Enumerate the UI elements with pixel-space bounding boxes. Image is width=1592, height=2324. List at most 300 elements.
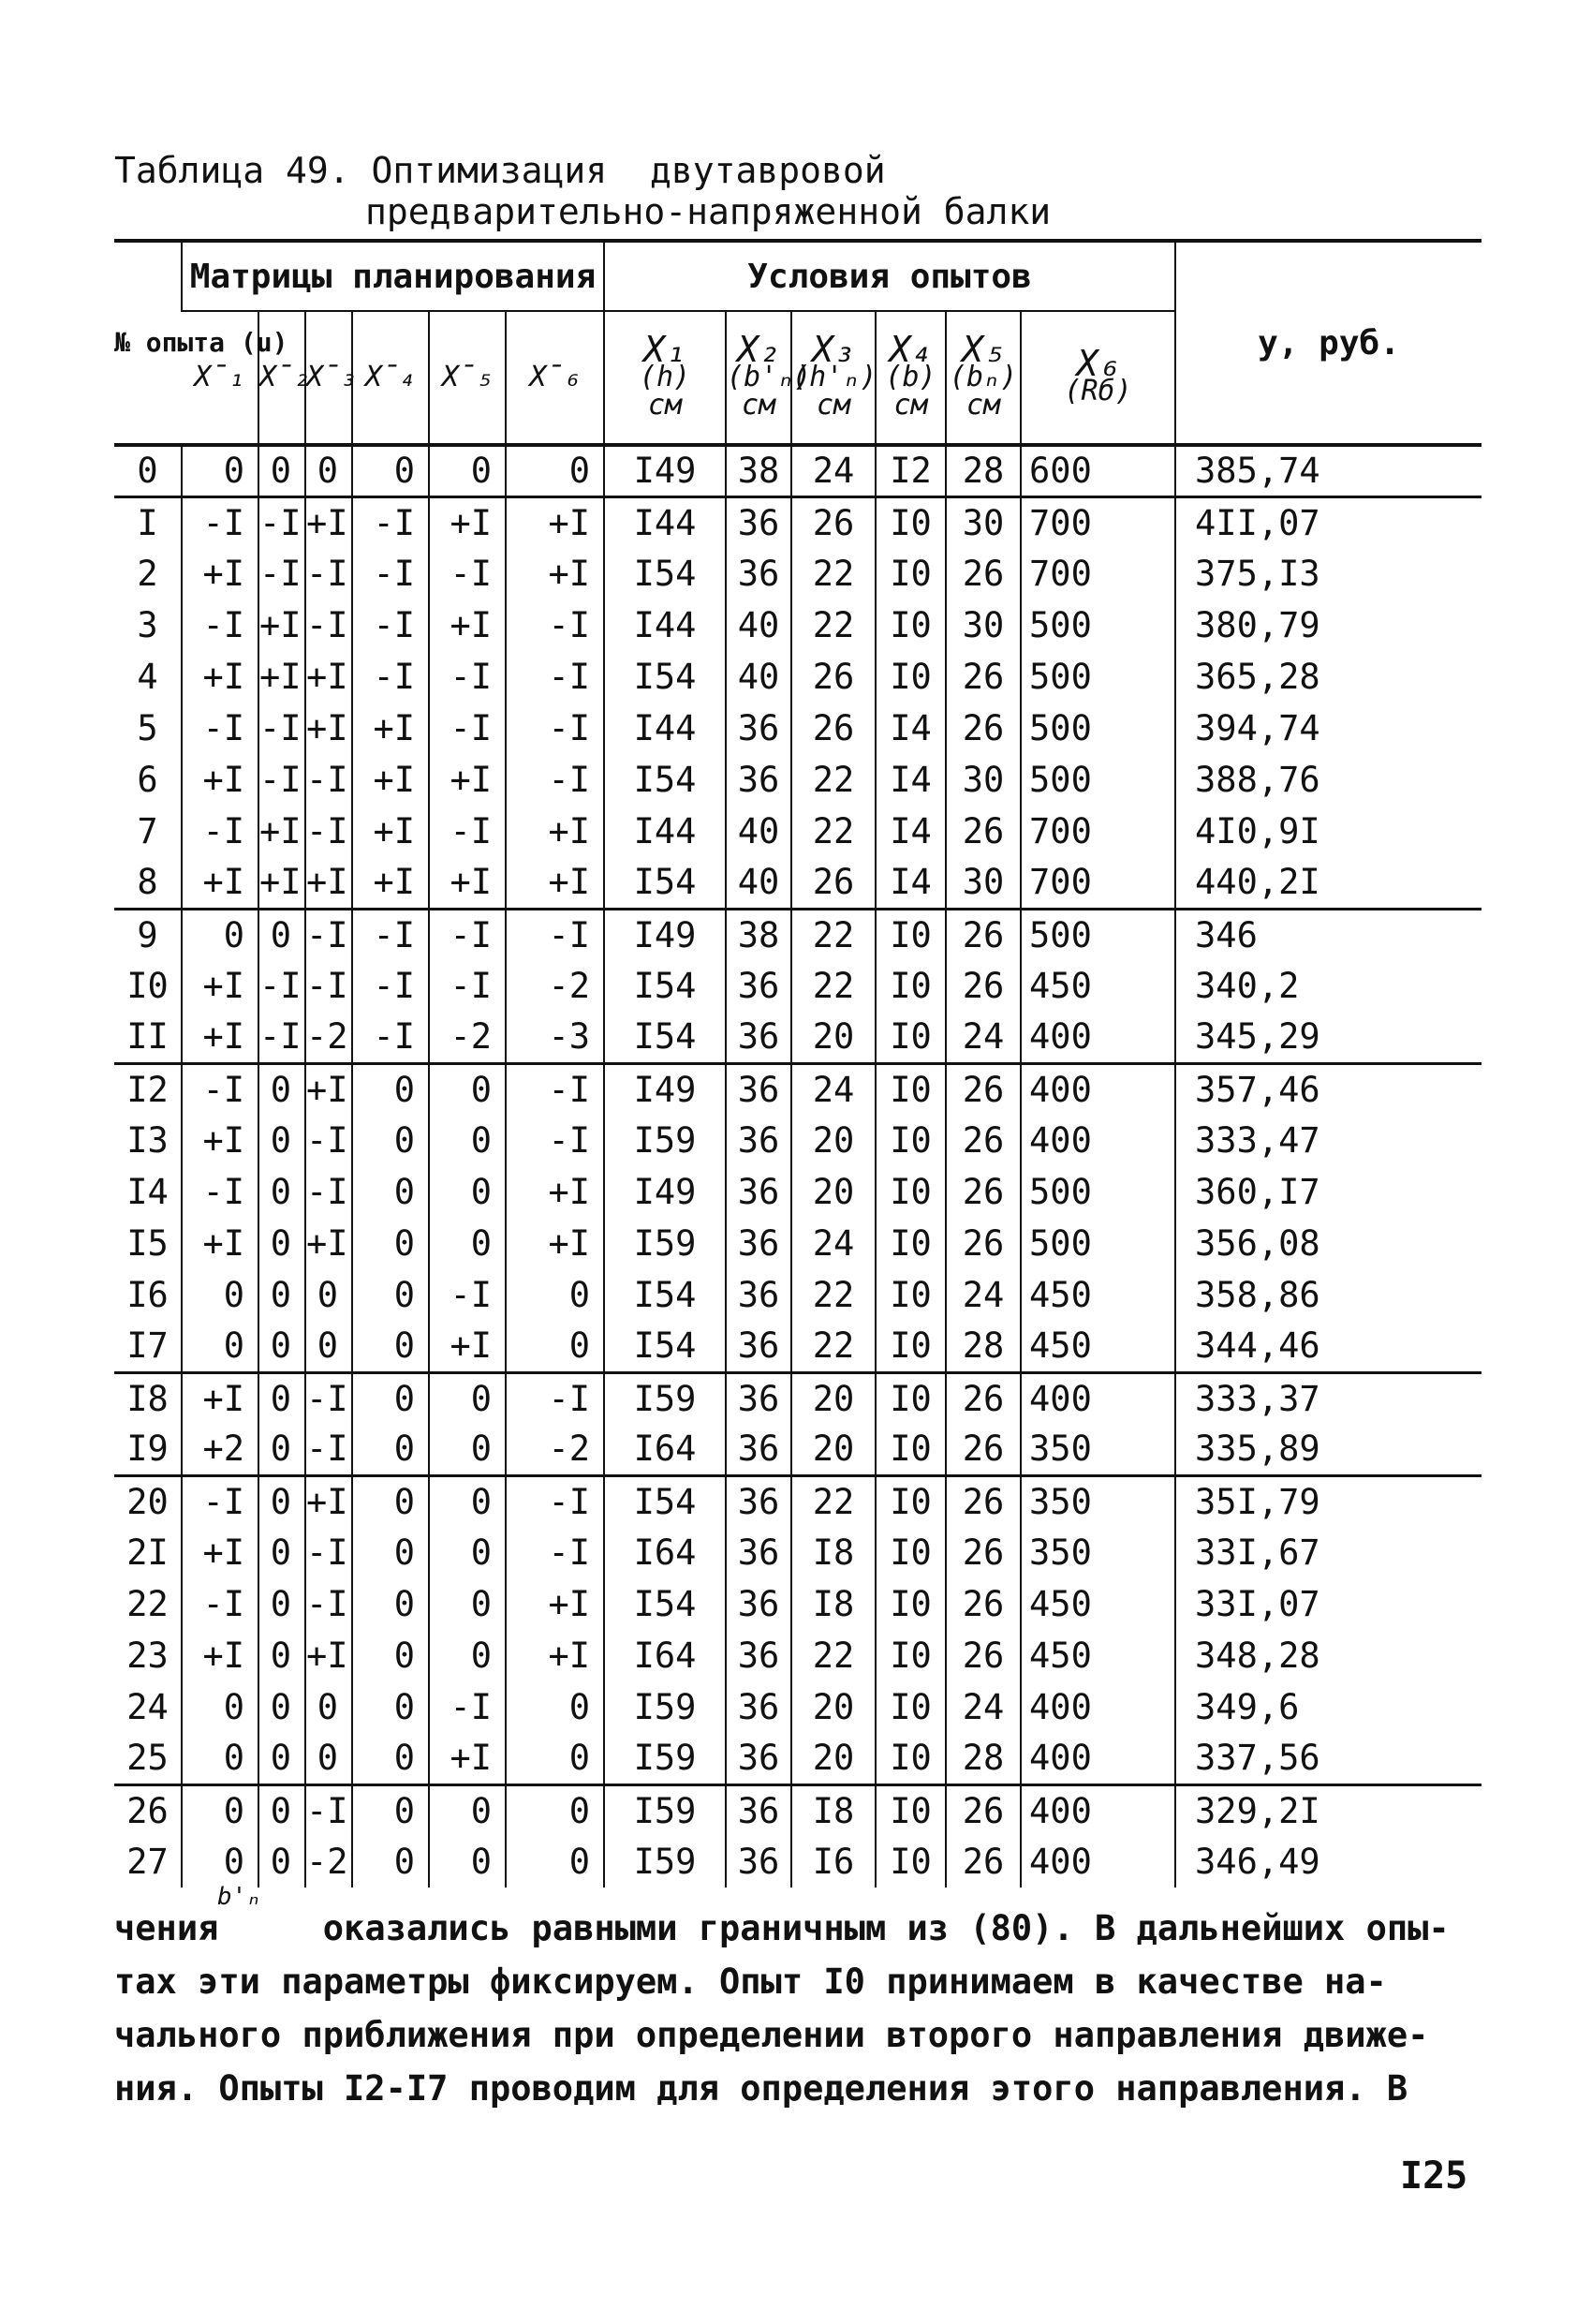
matrix-cell: 0	[506, 1321, 604, 1372]
condition-cell: 500	[1021, 1166, 1175, 1218]
condition-cell: I0	[876, 1321, 946, 1372]
matrix-cell: 0	[506, 1269, 604, 1321]
matrix-cell: -I	[506, 754, 604, 806]
condition-cell: 26	[946, 960, 1021, 1012]
condition-cell: 500	[1021, 754, 1175, 806]
condition-cell: I54	[604, 857, 726, 909]
condition-col-6: X₆ (Rб)	[1021, 311, 1175, 445]
condition-cell: 400	[1021, 1784, 1175, 1836]
matrix-group-header: Матрицы планирования	[182, 241, 604, 311]
condition-cell: I0	[876, 1733, 946, 1784]
table-row	[114, 496, 1481, 548]
run-number-cell: 0	[114, 445, 182, 496]
condition-cell: I59	[604, 1372, 726, 1424]
matrix-cell: -I	[305, 806, 352, 857]
matrix-cell: -I	[429, 1269, 506, 1321]
matrix-cell: 0	[352, 1424, 429, 1475]
condition-cell: I4	[876, 806, 946, 857]
matrix-cell: 0	[352, 1475, 429, 1527]
matrix-cell: -I	[429, 703, 506, 754]
condition-cell: I8	[791, 1527, 876, 1578]
matrix-cell: -I	[305, 548, 352, 600]
condition-cell: I0	[876, 1115, 946, 1166]
condition-cell: 36	[726, 754, 791, 806]
matrix-cell: 0	[258, 1733, 305, 1784]
matrix-cell: -I	[305, 1372, 352, 1424]
table-row	[114, 445, 1481, 496]
run-number-cell: I	[137, 502, 158, 543]
matrix-cell: -I	[182, 600, 258, 651]
condition-cell: 450	[1021, 1321, 1175, 1372]
matrix-cell: -I	[506, 1372, 604, 1424]
condition-cell: 38	[726, 445, 791, 496]
condition-cell: 22	[791, 1475, 876, 1527]
matrix-cell: 0	[258, 1321, 305, 1372]
matrix-cell: -I	[258, 548, 305, 600]
condition-cell: I64	[604, 1630, 726, 1681]
y-value-cell: 380,79	[1175, 600, 1481, 651]
condition-cell: 26	[791, 651, 876, 703]
y-value-cell: 346,49	[1175, 1836, 1481, 1887]
symbol-b-prime-n: b'ₙ	[217, 1883, 261, 1911]
y-value-cell: 329,2I	[1175, 1784, 1481, 1836]
matrix-cell: 0	[258, 1063, 305, 1115]
condition-cell: 36	[726, 1063, 791, 1115]
matrix-col-3: X̄₃	[305, 311, 352, 445]
condition-cell: I0	[876, 1836, 946, 1887]
condition-cell: 36	[726, 1681, 791, 1733]
matrix-cell: +I	[429, 1321, 506, 1372]
matrix-cell: -I	[182, 1063, 258, 1115]
condition-cell: 24	[946, 1269, 1021, 1321]
condition-cell: I54	[604, 1012, 726, 1063]
condition-cell: 24	[946, 1681, 1021, 1733]
matrix-cell: 0	[258, 1836, 305, 1887]
run-number-cell: 6	[137, 760, 158, 800]
run-number-cell: 23	[126, 1636, 169, 1676]
table-row	[114, 857, 1481, 909]
matrix-cell: -I	[182, 703, 258, 754]
condition-cell: 30	[946, 600, 1021, 651]
condition-cell: I44	[604, 600, 726, 651]
matrix-cell: 0	[305, 1269, 352, 1321]
condition-cell: 26	[946, 909, 1021, 960]
matrix-cell: 0	[258, 909, 305, 960]
condition-cell: I49	[604, 1166, 726, 1218]
condition-cell: 26	[946, 1166, 1021, 1218]
matrix-cell: 0	[429, 1784, 506, 1836]
condition-cell: 40	[726, 600, 791, 651]
condition-cell: I59	[604, 1733, 726, 1784]
y-value-cell: 340,2	[1175, 960, 1481, 1012]
matrix-cell: 0	[182, 445, 258, 496]
condition-cell: 36	[726, 1733, 791, 1784]
matrix-cell: 0	[352, 1630, 429, 1681]
condition-cell: I0	[876, 1218, 946, 1269]
table-row	[114, 1269, 1481, 1321]
matrix-col-1: X̄₁	[182, 311, 258, 445]
run-number-cell: I4	[126, 1172, 169, 1212]
condition-cell: 36	[726, 496, 791, 548]
matrix-cell: -I	[182, 1166, 258, 1218]
matrix-cell: -I	[258, 754, 305, 806]
condition-cell: 36	[726, 1578, 791, 1630]
condition-cell: 500	[1021, 651, 1175, 703]
matrix-cell: 0	[352, 1321, 429, 1372]
condition-cell: I0	[876, 1372, 946, 1424]
y-value-cell: 365,28	[1175, 651, 1481, 703]
matrix-cell: 0	[305, 445, 352, 496]
condition-cell: 500	[1021, 909, 1175, 960]
matrix-cell: -I	[506, 909, 604, 960]
run-number-cell: 4	[137, 657, 158, 697]
title-line-2: предварительно-напряженной балки	[365, 191, 1052, 232]
condition-cell: 28	[946, 445, 1021, 496]
matrix-cell: +I	[258, 806, 305, 857]
condition-col-2: X₂ (b'ₙ) см	[726, 311, 791, 445]
condition-cell: 36	[726, 960, 791, 1012]
condition-cell: 22	[791, 806, 876, 857]
condition-cell: 36	[726, 1424, 791, 1475]
matrix-cell: +I	[506, 1578, 604, 1630]
matrix-cell: 0	[182, 1784, 258, 1836]
paragraph-line-2: тах эти параметры фиксируем. Опыт I0 принимаем в качестве на-	[114, 1961, 1387, 2002]
condition-cell: I0	[876, 1784, 946, 1836]
run-number-cell: I3	[126, 1120, 169, 1161]
matrix-cell: +I	[305, 1218, 352, 1269]
matrix-cell: 0	[182, 1836, 258, 1887]
run-number-cell: 5	[137, 708, 158, 748]
matrix-cell: -I	[352, 548, 429, 600]
condition-cell: 450	[1021, 1630, 1175, 1681]
y-value-cell: 4II,07	[1175, 496, 1481, 548]
conditions-group-header: Условия опытов	[604, 241, 1175, 311]
condition-cell: 22	[791, 909, 876, 960]
body-paragraph	[114, 1902, 1481, 2115]
matrix-cell: -I	[305, 1578, 352, 1630]
condition-cell: 400	[1021, 1063, 1175, 1115]
matrix-cell: -I	[429, 651, 506, 703]
condition-cell: 400	[1021, 1012, 1175, 1063]
condition-cell: 22	[791, 600, 876, 651]
matrix-cell: 0	[352, 1269, 429, 1321]
condition-cell: I0	[876, 548, 946, 600]
condition-cell: 20	[791, 1424, 876, 1475]
condition-cell: 28	[946, 1321, 1021, 1372]
run-number-cell: 2I	[126, 1532, 169, 1573]
condition-cell: 40	[726, 651, 791, 703]
table-row	[114, 600, 1481, 651]
matrix-cell: +I	[182, 1372, 258, 1424]
run-number-cell: I8	[126, 1378, 169, 1419]
condition-cell: I0	[876, 1063, 946, 1115]
matrix-cell: 0	[352, 1733, 429, 1784]
condition-cell: 500	[1021, 600, 1175, 651]
condition-cell: 24	[946, 1012, 1021, 1063]
matrix-cell: 0	[258, 1115, 305, 1166]
matrix-cell: +I	[182, 651, 258, 703]
matrix-cell: -I	[506, 600, 604, 651]
condition-cell: I0	[876, 1475, 946, 1527]
condition-cell: 22	[791, 548, 876, 600]
matrix-cell: -I	[429, 960, 506, 1012]
matrix-cell: +I	[182, 960, 258, 1012]
matrix-cell: -I	[352, 496, 429, 548]
matrix-cell: 0	[506, 445, 604, 496]
run-number-cell: 9	[137, 914, 158, 955]
matrix-cell: -I	[305, 909, 352, 960]
matrix-cell: -I	[258, 960, 305, 1012]
matrix-cell: 0	[258, 445, 305, 496]
condition-cell: 26	[946, 703, 1021, 754]
matrix-cell: -I	[258, 1012, 305, 1063]
matrix-col-6: X̄₆	[506, 311, 604, 445]
condition-cell: 26	[946, 1218, 1021, 1269]
run-number-cell: I0	[126, 966, 169, 1006]
condition-cell: 36	[726, 1115, 791, 1166]
matrix-cell: -I	[305, 960, 352, 1012]
condition-col-5: X₅ (bₙ) см	[946, 311, 1021, 445]
condition-col-3: X₃ (h'ₙ) см	[791, 311, 876, 445]
condition-cell: I0	[876, 1424, 946, 1475]
matrix-cell: +2	[182, 1424, 258, 1475]
matrix-cell: 0	[506, 1681, 604, 1733]
matrix-cell: +I	[429, 496, 506, 548]
matrix-cell: 0	[182, 1733, 258, 1784]
matrix-cell: -2	[506, 1424, 604, 1475]
matrix-cell: -2	[506, 960, 604, 1012]
condition-cell: 26	[946, 806, 1021, 857]
matrix-cell: 0	[352, 1115, 429, 1166]
condition-cell: I2	[876, 445, 946, 496]
matrix-cell: +I	[305, 703, 352, 754]
matrix-cell: +I	[506, 1166, 604, 1218]
condition-cell: I44	[604, 496, 726, 548]
condition-cell: 350	[1021, 1527, 1175, 1578]
y-value-cell: 344,46	[1175, 1321, 1481, 1372]
table-row	[114, 548, 1481, 600]
condition-cell: 36	[726, 1269, 791, 1321]
y-value-cell: 4I0,9I	[1175, 806, 1481, 857]
optimization-table	[114, 239, 1481, 1887]
condition-cell: I0	[876, 1630, 946, 1681]
matrix-cell: +I	[305, 1630, 352, 1681]
condition-cell: 400	[1021, 1836, 1175, 1887]
condition-cell: 36	[726, 1166, 791, 1218]
table-row	[114, 1527, 1481, 1578]
y-value-cell: 349,6	[1175, 1681, 1481, 1733]
matrix-cell: -I	[305, 600, 352, 651]
matrix-cell: -I	[352, 651, 429, 703]
condition-cell: I59	[604, 1836, 726, 1887]
table-row	[114, 960, 1481, 1012]
y-value-cell: 348,28	[1175, 1630, 1481, 1681]
matrix-cell: 0	[352, 445, 429, 496]
condition-cell: 20	[791, 1372, 876, 1424]
condition-cell: 400	[1021, 1115, 1175, 1166]
condition-cell: I8	[791, 1578, 876, 1630]
condition-cell: I4	[876, 754, 946, 806]
matrix-cell: 0	[352, 1836, 429, 1887]
matrix-cell: 0	[305, 1321, 352, 1372]
table-row	[114, 703, 1481, 754]
matrix-cell: 0	[352, 1784, 429, 1836]
matrix-cell: 0	[352, 1578, 429, 1630]
y-value-cell: 394,74	[1175, 703, 1481, 754]
matrix-cell: -I	[506, 1527, 604, 1578]
matrix-col-2: X̄₂	[258, 311, 305, 445]
y-value-cell: 35I,79	[1175, 1475, 1481, 1527]
paragraph-line-1: чения оказались равными граничным из (80). В дальнейших опы-	[114, 1908, 1450, 1948]
y-value-cell: 356,08	[1175, 1218, 1481, 1269]
y-value-cell: 346	[1175, 909, 1481, 960]
table-row	[114, 1424, 1481, 1475]
y-value-cell: 388,76	[1175, 754, 1481, 806]
matrix-cell: -I	[429, 806, 506, 857]
condition-cell: I54	[604, 1475, 726, 1527]
condition-cell: I64	[604, 1527, 726, 1578]
matrix-cell: 0	[429, 1630, 506, 1681]
condition-cell: 24	[791, 1063, 876, 1115]
matrix-cell: 0	[258, 1784, 305, 1836]
table-row	[114, 1578, 1481, 1630]
matrix-cell: 0	[429, 1578, 506, 1630]
condition-cell: 36	[726, 1630, 791, 1681]
matrix-cell: 0	[352, 1372, 429, 1424]
table-row	[114, 1784, 1481, 1836]
matrix-cell: -I	[506, 1475, 604, 1527]
table-row	[114, 754, 1481, 806]
matrix-cell: -I	[182, 1578, 258, 1630]
condition-cell: 26	[791, 496, 876, 548]
matrix-cell: 0	[506, 1836, 604, 1887]
matrix-cell: +I	[506, 857, 604, 909]
matrix-cell: -I	[352, 600, 429, 651]
run-number-cell: 7	[137, 811, 158, 851]
condition-cell: I0	[876, 960, 946, 1012]
condition-cell: 700	[1021, 857, 1175, 909]
y-value-cell: 358,86	[1175, 1269, 1481, 1321]
matrix-cell: 0	[352, 1681, 429, 1733]
condition-cell: 26	[946, 1527, 1021, 1578]
condition-cell: 40	[726, 857, 791, 909]
condition-cell: 26	[946, 1784, 1021, 1836]
matrix-cell: 0	[429, 1527, 506, 1578]
matrix-cell: 0	[352, 1166, 429, 1218]
matrix-cell: -I	[182, 1475, 258, 1527]
run-number-cell: 26	[126, 1790, 169, 1831]
matrix-col-4: X̄₄	[352, 311, 429, 445]
condition-cell: 700	[1021, 806, 1175, 857]
matrix-cell: 0	[258, 1424, 305, 1475]
matrix-cell: +I	[506, 806, 604, 857]
run-number-header: № опыта (u)	[114, 241, 182, 445]
condition-cell: 26	[791, 857, 876, 909]
table-row	[114, 651, 1481, 703]
matrix-cell: +I	[182, 1527, 258, 1578]
matrix-cell: +I	[182, 857, 258, 909]
condition-col-4: X₄ (b) см	[876, 311, 946, 445]
matrix-cell: +I	[182, 1012, 258, 1063]
matrix-cell: +I	[429, 600, 506, 651]
matrix-cell: -I	[182, 496, 258, 548]
condition-cell: 22	[791, 754, 876, 806]
condition-cell: 600	[1021, 445, 1175, 496]
y-value-cell: 357,46	[1175, 1063, 1481, 1115]
matrix-cell: +I	[258, 857, 305, 909]
condition-cell: 20	[791, 1681, 876, 1733]
matrix-cell: -I	[305, 1784, 352, 1836]
table-body	[114, 445, 1481, 1887]
matrix-cell: +I	[182, 1630, 258, 1681]
matrix-cell: 0	[506, 1733, 604, 1784]
condition-cell: 36	[726, 1321, 791, 1372]
condition-cell: 20	[791, 1115, 876, 1166]
condition-cell: 700	[1021, 496, 1175, 548]
table-row	[114, 1733, 1481, 1784]
matrix-cell: +I	[506, 496, 604, 548]
table-row	[114, 806, 1481, 857]
condition-cell: 26	[946, 1115, 1021, 1166]
matrix-cell: 0	[429, 1372, 506, 1424]
condition-cell: 450	[1021, 1269, 1175, 1321]
condition-cell: 22	[791, 960, 876, 1012]
condition-cell: 24	[791, 1218, 876, 1269]
condition-cell: I0	[876, 651, 946, 703]
paragraph-line-3: чального приближения при определении второго направления движе-	[114, 2015, 1429, 2055]
condition-cell: I0	[876, 1578, 946, 1630]
table-title	[114, 150, 1051, 232]
run-number-cell: I7	[114, 1321, 182, 1372]
condition-cell: 36	[726, 1836, 791, 1887]
run-number-cell: 8	[114, 857, 182, 909]
table-row	[114, 1063, 1481, 1115]
condition-cell: 22	[791, 1269, 876, 1321]
matrix-cell: 0	[506, 1784, 604, 1836]
matrix-cell: -I	[352, 1012, 429, 1063]
matrix-cell: +I	[429, 857, 506, 909]
table-row	[114, 1372, 1481, 1424]
condition-cell: I54	[604, 1321, 726, 1372]
condition-cell: I49	[604, 909, 726, 960]
matrix-cell: -I	[305, 754, 352, 806]
condition-cell: I0	[876, 496, 946, 548]
run-number-cell: 20	[126, 1481, 169, 1522]
condition-cell: 30	[946, 857, 1021, 909]
run-number-cell: 2	[137, 554, 158, 594]
condition-cell: 26	[946, 1475, 1021, 1527]
matrix-cell: 0	[258, 1218, 305, 1269]
condition-cell: 36	[726, 703, 791, 754]
condition-cell: I54	[604, 651, 726, 703]
matrix-cell: +I	[305, 857, 352, 909]
matrix-cell: +I	[305, 1475, 352, 1527]
condition-cell: 20	[791, 1012, 876, 1063]
condition-cell: 38	[726, 909, 791, 960]
condition-cell: 450	[1021, 1578, 1175, 1630]
matrix-cell: 0	[258, 1527, 305, 1578]
condition-cell: 500	[1021, 1218, 1175, 1269]
matrix-cell: 0	[305, 1681, 352, 1733]
condition-cell: 26	[946, 1424, 1021, 1475]
matrix-cell: +I	[429, 1733, 506, 1784]
table-row	[114, 1012, 1481, 1063]
condition-cell: 30	[946, 496, 1021, 548]
matrix-cell: +I	[182, 1115, 258, 1166]
run-number-cell: I5	[126, 1223, 169, 1264]
page-number: I25	[1400, 2154, 1468, 2198]
matrix-cell: -I	[258, 496, 305, 548]
